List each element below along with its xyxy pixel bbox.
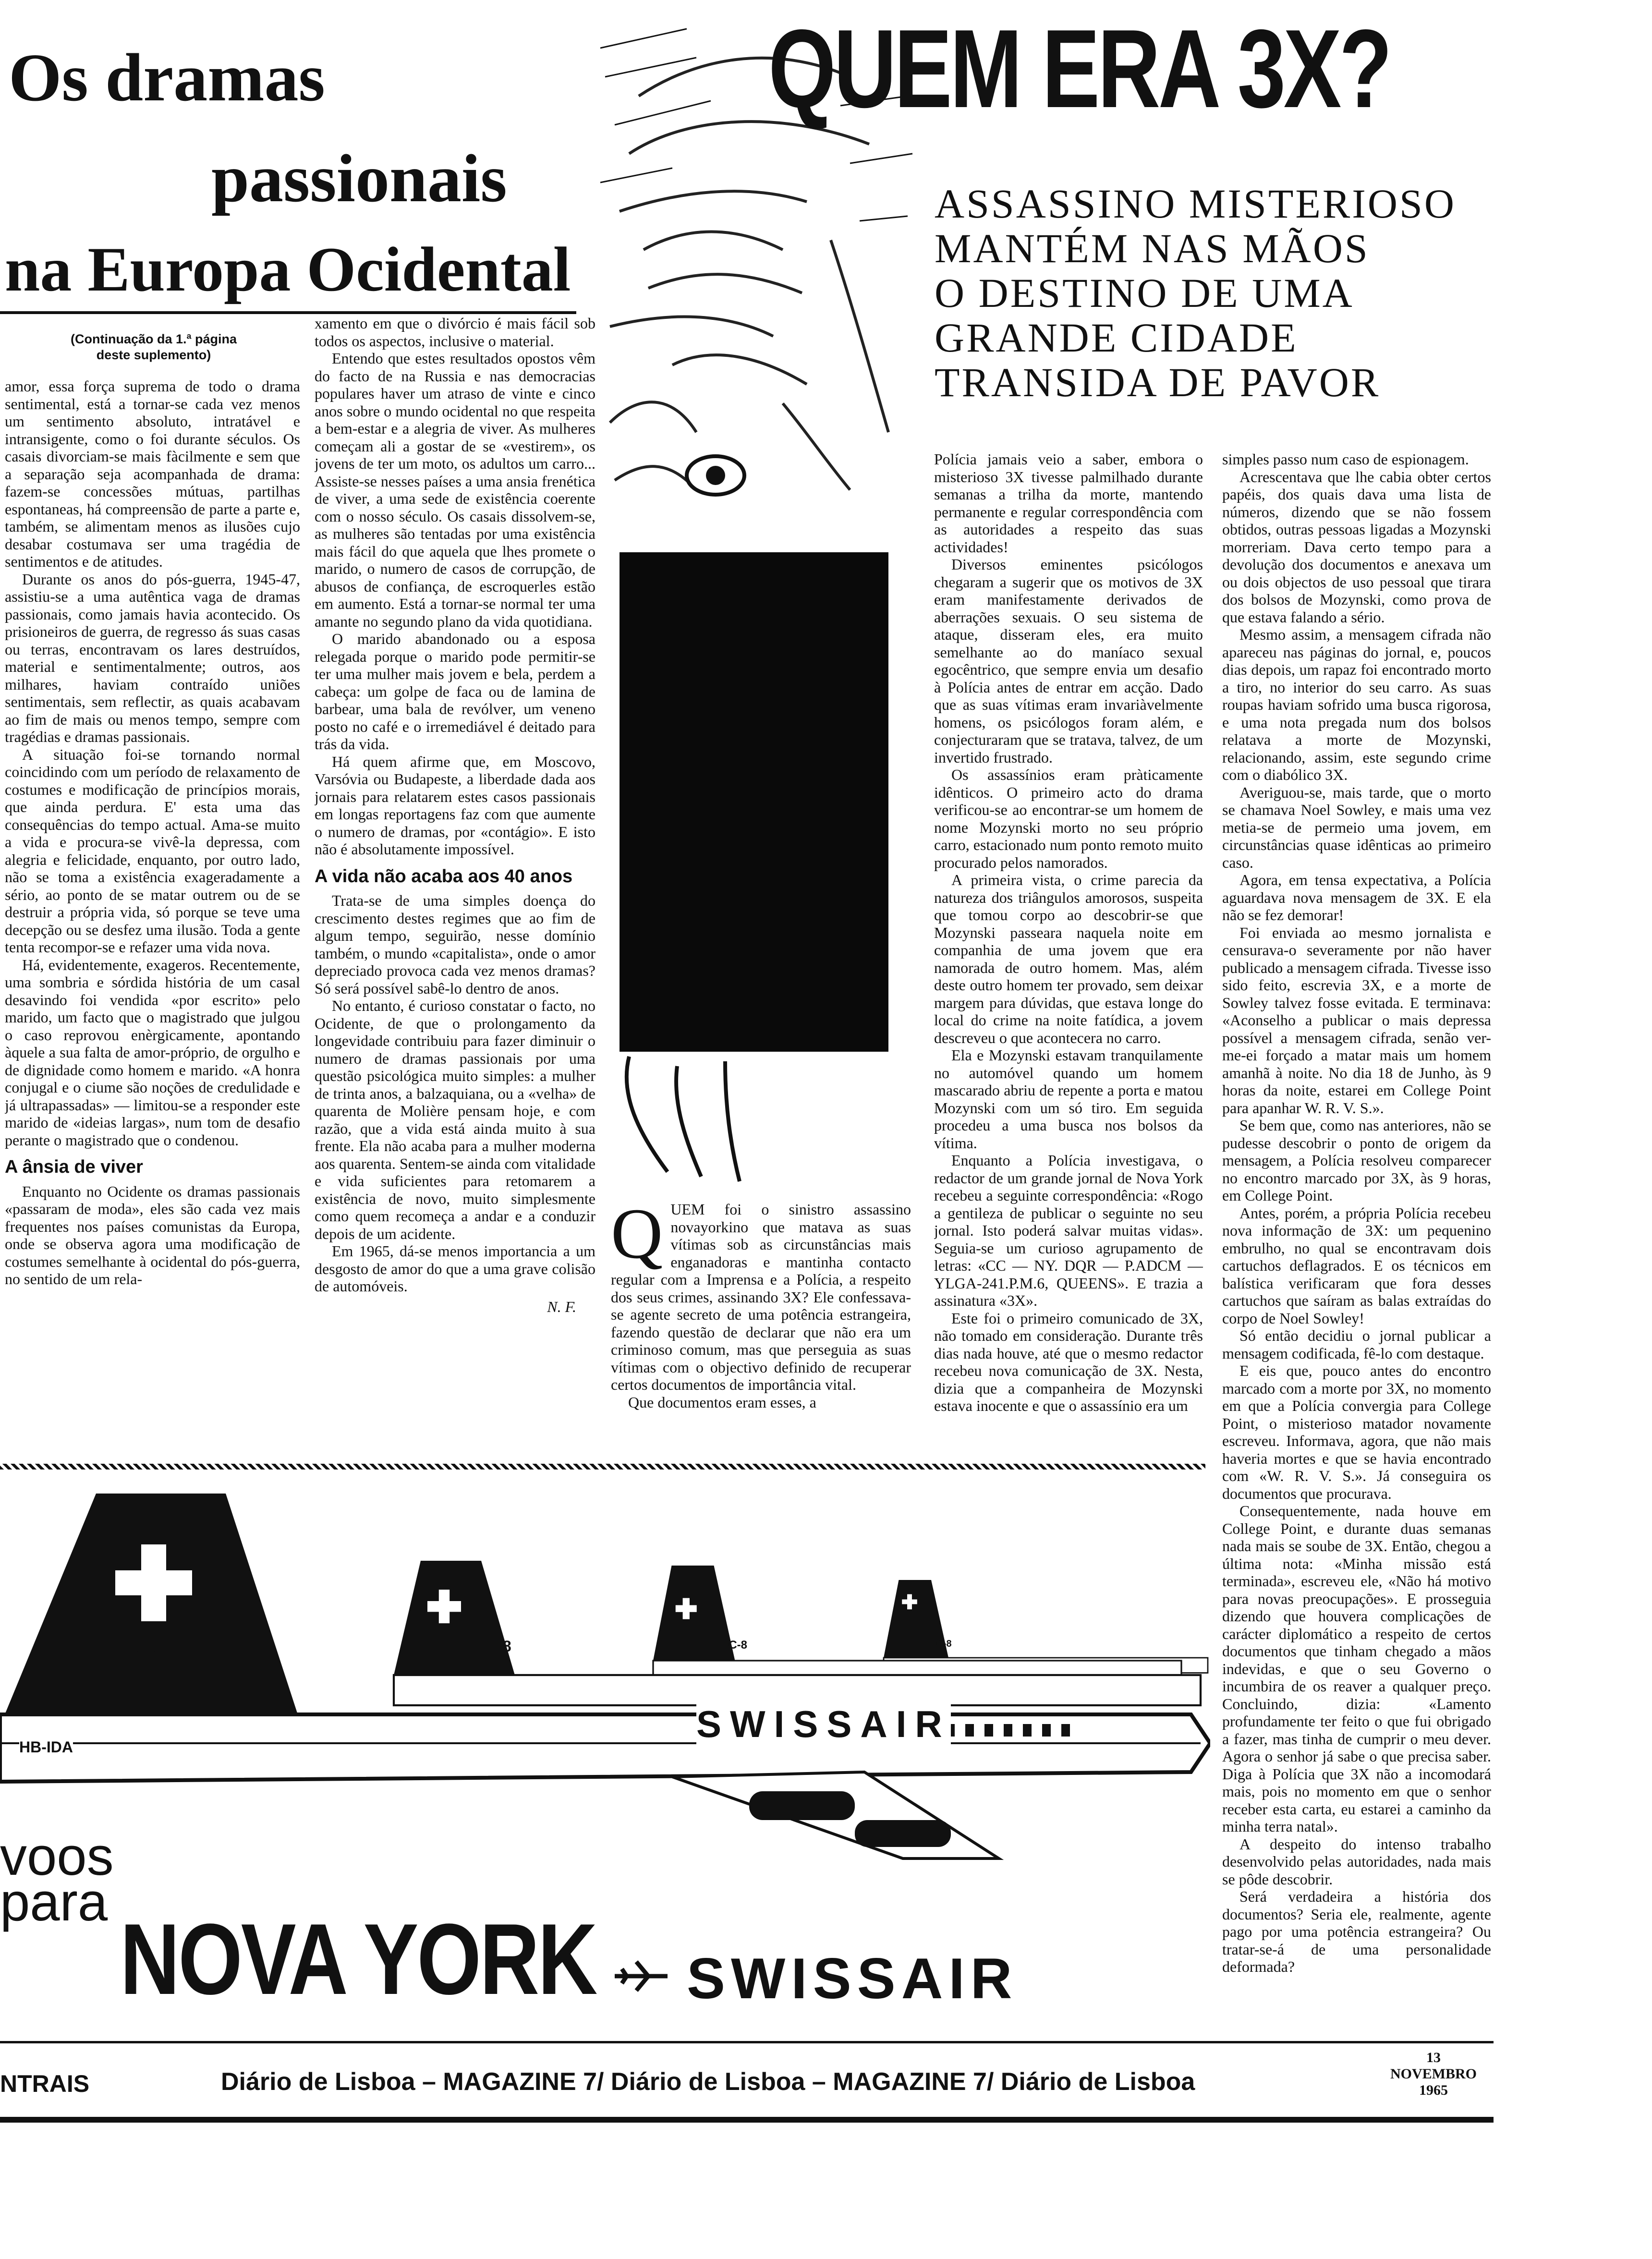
illustration-face-sketch	[600, 0, 917, 1186]
article-title-line2: passionais	[211, 140, 507, 216]
col4-paragraph: Mesmo assim, a mensagem cifrada não apareceu nas páginas do jornal, e, poucos dias depois, um rapaz foi encontrado morto a tiro, no interior do seu carro. As suas roupas haviam sofrido uma busca rigorosa, e uma nota pregada num dos bolsos relatava a morte de Mozynski, relacionando, assim, este segundo crime com o diabólico 3X.	[1222, 626, 1491, 783]
col4-paragraph: simples passo num caso de espionagem.	[1222, 450, 1469, 468]
footer-rule-top	[0, 2041, 1494, 2043]
continuation-line1: (Continuação da 1.ª página	[70, 332, 237, 346]
col1-paragraph: Enquanto no Ocidente os dramas passionais «passaram de moda», eles são cada vez mais frequentes nos países comunistas da Europa, onde se observa agora uma modificação de costumes semelhante à ocidental do pós-guerra, no sentido de um rela-	[5, 1182, 300, 1287]
col2-paragraph: O marido abandonado ou a esposa relegada porque o marido pode permitir-se ter uma mulher mais jovem e bela, perdem a cabeça: um golpe de faca ou de lamina de barbear, uma bala de revólver, um veneno posto no café e o irremediável é deitado para trás da vida.	[315, 630, 595, 753]
ad-para: para	[0, 1872, 108, 1932]
col3-paragraph: Enquanto a Polícia investigava, o redactor de um grande jornal de Nova York recebeu a seguinte correspondência: «Rogo a gentileza de publicar o seguinte no seu jornal. Isto poderá salvar muitas vidas». Seguia-se um curioso agrupamento de letras: «CC — NY. DQR — P.ADCM — YLGA-241.P.M.6, QUEENS». E trazia a assinatura «3X».	[934, 1152, 1203, 1309]
col4-paragraph: Agora, em tensa expectativa, a Polícia aguardava nova mensagem de 3X. E ela não se fez demorar!	[1222, 871, 1491, 923]
footer-masthead-strip: Diário de Lisboa – MAGAZINE 7/ Diário de Lisboa – MAGAZINE 7/ Diário de Lisboa	[221, 2068, 1195, 2096]
col4-paragraph: E eis que, pouco antes do encontro marcado com a morte por 3X, no momento em que a Polícia convergia para College Point, o misterioso matador novamente escreveu. Informava, agora, que não mais haveria mortes e que se havia encontrado com «W. R. V. S.». Já conseguira os documentos que procurava.	[1222, 1362, 1491, 1502]
ad-brand: SWISSAIR	[687, 1946, 1018, 2011]
footer-left-fragment: NTRAIS	[0, 2070, 90, 2097]
col3-paragraph: Diversos eminentes psicólogos chegaram a sugerir que os motivos de 3X eram manifestamente derivados de aberrações sexuais. O seu sistema de ataque, disseram eles, era muito semelhante ao do maníaco sexual egocêntrico, que sempre envia um desafio à Polícia antes de entrar em acção. Dado que as suas vítimas eram invariàvelmente homens, os psicólogos foram além, e conjecturaram que se tratava, talvez, de um invertido frustrado.	[934, 556, 1203, 766]
footer-rule-bottom	[0, 2117, 1494, 2123]
col1-paragraph: Há, evidentemente, exageros. Recentemente, uma sombria e sórdida história de um casal desavindo foi vendida «por escrito» pelo marido, um facto que o magistrado que julgou o caso reprovou enèrgicamente, apontando àquele a sua falta de amor-próprio, de orgulho e de dignidade como homem e marido. «A honra conjugal e o ciume são noções de credulidade e já ultrapassadas» — limitou-se a responder este marido de «ideias largas», num tom de desafio perante o magistrado que o condenou.	[5, 956, 300, 1149]
col4-paragraph: Foi enviada ao mesmo jornalista e censurava-o severamente por não haver publicado a mensagem cifrada. Tivesse isso sido feito, escrevia 3X, e a morte de Sowley talvez fosse evitada. E terminava: «Aconselho a publicar o mais depressa possível a mensagem cifrada, senão ver-me-ei forçado a matar mais um homem amanhã à noite. No dia 18 de Junho, às 9 horas da noite, estarei em College Point para apanhar W. R. V. S.».	[1222, 923, 1491, 1117]
plane-2	[394, 1561, 1201, 1705]
subheadline-line5: TRANSIDA DE PAVOR	[935, 359, 1381, 405]
article-title-line3: na Europa Ocidental	[5, 234, 571, 304]
col1-paragraph: Durante os anos do pós-guerra, 1945-47, assistiu-se a uma autêntica vaga de dramas passionais, como jamais havia acontecido. Os prisioneiros de guerra, de regresso ás suas casas ou terras, encontravam os lares destruídos, material e sentimentalmente; outros, aos milhares, haviam contraído uniões sentimentais, sem reflectir, as quais acabavam ao fim de mais ou menos tempo, sempre com tragédias e dramas passionais.	[5, 570, 300, 745]
footer-date-day: 13	[1426, 2050, 1441, 2065]
tail-marking-2: DC-8	[475, 1638, 511, 1655]
ad-city: NOVA YORK	[120, 1903, 596, 2016]
main-headline: QUEM ERA 3X?	[768, 7, 1390, 131]
fuselage-brand: SWISSAIR	[696, 1703, 951, 1745]
col4-paragraph: A despeito do intenso trabalho desenvolvido pelas autoridades, nada mais se pôde descobrir.	[1222, 1835, 1491, 1888]
article-column-2	[315, 315, 595, 1457]
col1-paragraph: amor, essa força suprema de todo o drama sentimental, está a tornar-se cada vez menos um sentimento absoluto, intratável e intransigente, como o foi durante séculos. Os casais divorciam-se mais fàcilmente e sem que a separação seja acompanhada de drama: fazem-se concessões mútuas, partilhas espontaneas, há compreensão de parte a parte e, também, se alimentam menos as ilusões cujo desabar costumava ser uma tragédia de sentimentos e de atitudes.	[5, 377, 300, 570]
col3-paragraph: Os assassínios eram pràticamente idênticos. O primeiro acto do drama verificou-se ao encontrar-se um homem de nome Mozynski morto no seu próprio carro, estacionado num ponto remoto muito procurado pelos namorados.	[934, 766, 1203, 871]
title-rule	[0, 311, 576, 314]
continuation-note	[19, 331, 288, 363]
col1-subhead: A ânsia de viver	[5, 1157, 143, 1177]
article-title-line1: Os dramas	[9, 39, 325, 115]
col2-paragraph: Em 1965, dá-se menos importancia a um desgosto de amor do que a uma grave colisão de automóveis.	[315, 1242, 595, 1295]
continuation-line2: deste suplemento)	[96, 348, 211, 362]
col4-paragraph: Se bem que, como nas anteriores, não se pudesse descobrir o ponto de origem da mensagem, a Polícia resolveu comparecer no encontro marcado por 3X, às 9 horas, em College Point.	[1222, 1117, 1491, 1204]
story-intro	[611, 1201, 911, 1460]
article-column-4	[1222, 450, 1491, 2083]
article-signature: N. F.	[547, 1298, 576, 1315]
col3-paragraph: A primeira vista, o crime parecia da natureza dos triângulos amorosos, suspeita que tomou corpo ao descobrir-se que Mozynski passeara naquela noite em companhia de uma jovem que era namorada de outro homem. Mas, além deste outro homem ter provado, sem deixar margem para dúvidas, que estava longe do local do crime na noite fatídica, a jovem descreveu o que acontecera no carro.	[934, 871, 1203, 1046]
plane-far	[884, 1580, 1208, 1673]
col2-paragraph: Há quem afirme que, em Moscovo, Varsóvia ou Budapeste, a liberdade dada aos jornais para relatarem estes casos passionais em longas reportagens faz com que aumente o numero de dramas, por «contágio». E isto não é absolutamente impossível.	[315, 753, 595, 858]
footer-date-year: 1965	[1419, 2082, 1448, 2098]
col3-paragraph: Ela e Mozynski estavam tranquilamente no automóvel quando um homem mascarado abriu de repente a porta e matou Mozynski com um só tiro. Em seguida procedeu a uma busca nos bolsos da vítima.	[934, 1046, 1203, 1152]
col4-paragraph: Averiguou-se, mais tarde, que o morto se chamava Noel Sowley, e mais uma vez metia-se de permeio uma jovem, em circunstâncias quase idênticas ao primeiro caso.	[1222, 783, 1491, 871]
col2-paragraph: xamento em que o divórcio é mais fácil sob todos os aspectos, inclusive o material.	[315, 315, 595, 350]
subheadline-line3: O DESTINO DE UMA	[935, 270, 1354, 316]
col1-paragraph: A situação foi-se tornando normal coincidindo com um período de relaxamento de costumes e modificação de princípios morais, que ainda perdura. E' esta uma das consequências do tempo actual. Ama-se muito a vida e procura-se vivê-la depressa, com alegria e felicidade, enquanto, por outro lado, não se toma a existência exageradamente a sério, ao ponto de se matar outrem ou de se destruir a própria vida, só porque se teve uma decepção ou se desfez uma ilusão. Toda a gente tenta recompor-se e refazer uma vida nova.	[5, 745, 300, 956]
subheadline-line1: ASSASSINO MISTERIOSO	[935, 181, 1456, 227]
col4-paragraph: Antes, porém, a própria Polícia recebeu nova informação de 3X: um pequenino embrulho, no qual se encontravam dois cartuchos deflagrados. E os técnicos em balística verificaram que fora desses cartuchos que saíram as balas extraídas do corpo de Noel Sowley!	[1222, 1204, 1491, 1327]
footer-date-month: NOVEMBRO	[1390, 2066, 1477, 2082]
col2-paragraph: Entendo que estes resultados opostos vêm do facto de na Russia e nas democracias populares haver um atraso de vinte e cinco anos sobre o mundo ocidental no que respeita a bem-estar e a alegria de viver. As mulheres começam ali a gostar de se «vestirem», os jovens de ter um moto, os adultos um carro... Assiste-se nesses países a uma ansia frenética de viver, a uma sede de existência coerente com o nosso século. Os casais dissolvem-se, as mulheres são tentadas por uma existência mais fácil do que aquela que lhes promete o marido, o numero de casos de corrupção, de abusos de confiança, de escroquerles estão em aumento. Está a tornar-se normal ter uma amante no segundo plano da vida quotidiana.	[315, 350, 595, 630]
col4-paragraph: Acrescentava que lhe cabia obter certos papéis, dos quais dava uma lista de números, dizendo que se não fossem obtidos, outras pessoas ligadas a Mozynski morreriam. Dava certo tempo para a devolução dos documentos e anexava um ou dois objectos de uso pessoal que tirara dos bolsos de Mozynski, como prova de que estava falando a sério.	[1222, 468, 1491, 626]
footer-date	[1383, 2050, 1484, 2099]
article-column-1	[5, 377, 300, 1453]
article-column-3	[934, 450, 1203, 1459]
subheadline	[935, 182, 1636, 405]
intro-tail: Que documentos eram esses, a	[628, 1393, 816, 1411]
drop-cap: Q	[611, 1201, 663, 1274]
col3-paragraph: Polícia jamais veio a saber, embora o misterioso 3X tivesse palmilhado durante semanas a trilha da morte, mantendo permanente e regular correspondência com as autoridades a respeito das suas actividades!	[934, 450, 1203, 556]
ad-voos: voos	[0, 1826, 114, 1886]
plane-registration: HB-IDA	[19, 1738, 73, 1756]
subheadline-line2: MANTÉM NAS MÃOS	[935, 225, 1370, 271]
tail-marking-3: DC-8	[720, 1639, 748, 1652]
col2-subhead: A vida não acaba aos 40 anos	[315, 866, 573, 887]
col2-paragraph: Trata-se de uma simples doença do crescimento destes regimes que ao fim de algum tempo, seguirão, nesse domínio também, o mundo «capitalista», onde o amor depreciado provoca cada vez menos dramas? Só será possível sabê-lo dentro de anos.	[315, 892, 595, 997]
tail-marking-4: DC-8	[929, 1639, 952, 1649]
plane-icon	[615, 1959, 668, 1993]
tail-marking-1: DC-8	[110, 1638, 156, 1659]
intro-text: UEM foi o sinistro assassino novayorkino que matava as suas vítimas sob as circunstâncias mais enganadoras e mantinha contacto regular com a Imprensa e a Polícia, a respeito dos seus crimes, assinando 3X? Ele confessava-se agente secreto de uma potência estrangeira, fazendo questão de declarar que não era um criminoso comum, mas que perseguia as suas vítimas com o objectivo definido de recuperar certos documentos de importância vital.	[611, 1201, 911, 1393]
col4-paragraph: Será verdadeira a história dos documentos? Seria ele, realmente, agente pago por uma potência estrangeira? Ou tratar-se-á de uma personalidade deformada?	[1222, 1888, 1491, 1975]
col4-paragraph: Só então decidiu o jornal publicar a mensagem codificada, fê-lo com destaque.	[1222, 1327, 1491, 1362]
col3-paragraph: Este foi o primeiro comunicado de 3X, não tomado em consideração. Durante três dias nada houve, até que o mesmo redactor recebeu nova comunicação de 3X. Nesta, dizia que a companheira de Mozynski estava inocente e que o assassínio era um	[934, 1309, 1203, 1414]
subheadline-line4: GRANDE CIDADE	[935, 315, 1298, 361]
ad-border-top	[0, 1464, 1205, 1470]
col4-paragraph: Consequentemente, nada houve em College Point, e durante duas semanas nada mais se soube de 3X. Então, chegou a última nota: «Minha missão está terminada», escreveu ele, «Não há motivo para novas preocupações». E prosseguia dizendo que houvera complicações de carácter diplomático a respeito de certos documentos que tinham chegado a mãos indevidas, e que o seu Governo o incumbira de os reaver a qualquer preço. Concluindo, dizia: «Lamento profundamente ter feito o que fui obrigado a fazer, mas tinha de cumprir o meu dever. Agora o senhor já sabe o que precisa saber. Diga à Polícia que 3X não a incomodará mais, pois no momento em que o senhor receber esta carta, eu estarei a caminho da minha terra natal».	[1222, 1502, 1491, 1835]
col2-paragraph: No entanto, é curioso constatar o facto, no Ocidente, de que o prolongamento da longevidade contribuiu para fazer diminuir o numero de dramas passionais por uma questão psicológica muito simples: a mulher de trinta anos, a balzaquiana, ou a «velha» de quarenta de Molière pensam hoje, e com razão, que a vida está ainda muito à sua frente. Ela não acaba para a mulher moderna aos quarenta. Sentem-se ainda com vitalidade e vida suficientes para retomarem a existência de novo, muito simplesmente como quem recomeça a andar e a conduzir depois de um acidente.	[315, 997, 595, 1242]
swissair-ad-illustration	[0, 1474, 1210, 1907]
